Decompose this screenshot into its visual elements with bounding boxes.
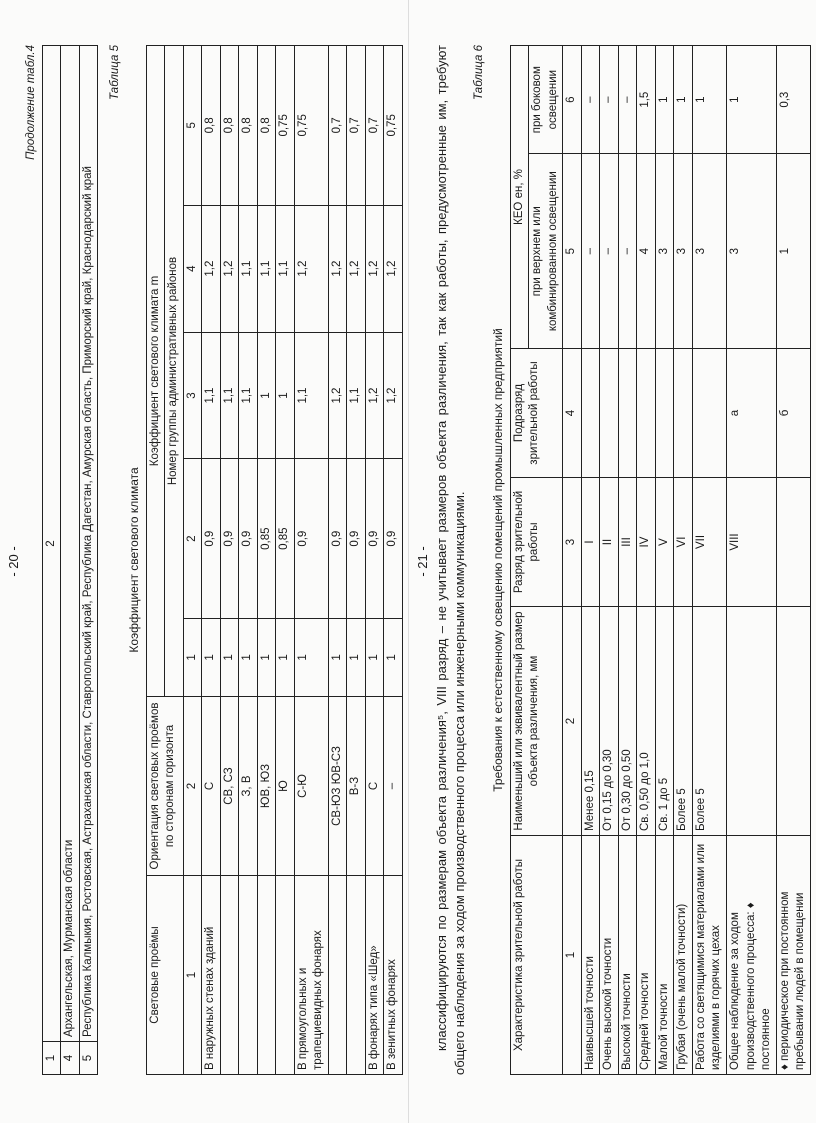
- table-cell: ♦ периодическое при постоянном пребывании людей в помещении: [776, 836, 810, 1075]
- table-cell: В-З: [347, 697, 366, 876]
- table-cell: Общее наблюдение за ходом производственного процесса: ♦ постоянное: [726, 836, 776, 1075]
- table-cell: [655, 349, 674, 478]
- table-cell: 1,2: [220, 205, 239, 332]
- table-cell: –: [600, 46, 619, 154]
- table-cell: Наивысшей точности: [581, 836, 600, 1075]
- table-cell: 0,8: [220, 46, 239, 206]
- table-cell: [239, 876, 258, 1075]
- table-cell: [220, 876, 239, 1075]
- table-cell: а: [726, 349, 776, 478]
- page-21: [408, 0, 816, 1123]
- table-cell: 0,85: [257, 459, 276, 618]
- table-cell: VIII: [726, 478, 776, 607]
- table-cell: 1,2: [328, 205, 347, 332]
- table-header-cell: 1: [42, 1042, 61, 1075]
- table-cell: В наружных стенах зданий: [202, 876, 221, 1075]
- table-cell: [776, 607, 810, 836]
- table-row: [581, 46, 600, 1075]
- table-cell: 3: [655, 154, 674, 349]
- table-cell: Республика Калмыкия, Ростовская, Астраханская области, Ставропольский край, Республика Дагестан, Амурская область, Приморский край, Краснодарский край: [79, 46, 98, 1042]
- table-cell: II: [600, 478, 619, 607]
- table-cell: –: [618, 154, 637, 349]
- table-row: [674, 46, 693, 1075]
- table-cell: 1: [183, 876, 202, 1075]
- table-cell: 1: [365, 618, 384, 696]
- table-cell: 3: [692, 154, 726, 349]
- table-header-cell: Подразряд зрительной работы: [510, 349, 563, 478]
- table-cell: 0,8: [257, 46, 276, 206]
- table-cell: 1: [257, 332, 276, 459]
- table-cell: Менее 0,15: [581, 607, 600, 836]
- table-row: [776, 46, 810, 1075]
- table-cell: [674, 349, 693, 478]
- table-cell: 0,9: [347, 459, 366, 618]
- table-row: [600, 46, 619, 1075]
- table-row: [726, 46, 776, 1075]
- table-cell: 1,1: [202, 332, 221, 459]
- table-cell: Высокой точности: [618, 836, 637, 1075]
- table-header-cell: при боковом освещении: [529, 46, 563, 154]
- table-cell: 1: [257, 618, 276, 696]
- table-cell: 0,9: [202, 459, 221, 618]
- table-cell: 0,9: [220, 459, 239, 618]
- table-5: [146, 45, 403, 1075]
- table-cell: [692, 349, 726, 478]
- table-cell: Архангельская, Мурманская области: [61, 46, 80, 1042]
- table-cell: В зенитных фонарях: [384, 876, 403, 1075]
- table-cell: 2: [563, 607, 582, 836]
- table-cell: 1,2: [347, 205, 366, 332]
- table-row: [365, 46, 384, 1075]
- table-cell: [776, 478, 810, 607]
- table-cell: Грубая (очень малой точности): [674, 836, 693, 1075]
- table-cell: Средней точности: [637, 836, 656, 1075]
- table-cell: Малой точности: [655, 836, 674, 1075]
- table-cell: Св. 1 до 5: [655, 607, 674, 836]
- table-cell: Ю: [276, 697, 295, 876]
- table-cell: 0,75: [384, 46, 403, 206]
- table-row: [384, 46, 403, 1075]
- table-header-cell: Ориентация световых проёмов по сторонам горизонта: [146, 697, 183, 876]
- table-row: [328, 46, 347, 1075]
- table-cell: –: [618, 46, 637, 154]
- table-cell: –: [600, 154, 619, 349]
- table-caption: Коэффициент светового климата: [126, 467, 141, 653]
- table-header-cell: КЕО eн, %: [510, 46, 529, 349]
- table-row: [79, 46, 98, 1075]
- table-row: [61, 46, 80, 1075]
- table-cell: [600, 349, 619, 478]
- table-cell: IV: [637, 478, 656, 607]
- page-number: - 20 -: [6, 546, 21, 577]
- table-header-cell: Разряд зрительной работы: [510, 478, 563, 607]
- table-row: [239, 46, 258, 1075]
- table-cell: СВ-ЮЗ ЮВ-СЗ: [328, 697, 347, 876]
- table-cell: 5: [563, 154, 582, 349]
- table-cell: 2: [183, 697, 202, 876]
- table-cell: [618, 349, 637, 478]
- table-header-cell: Номер группы административных районов: [165, 46, 184, 697]
- table-cell: VII: [692, 478, 726, 607]
- table-cell: 1: [328, 618, 347, 696]
- table-cell: 1: [347, 618, 366, 696]
- table-row: [692, 46, 726, 1075]
- table-cell: 0,9: [365, 459, 384, 618]
- table-group-number: 1: [183, 618, 202, 696]
- table-cell: –: [581, 154, 600, 349]
- table-cell: 1: [220, 618, 239, 696]
- table-cell: 0,7: [328, 46, 347, 206]
- table-cell: –: [581, 46, 600, 154]
- table-row: [202, 46, 221, 1075]
- table-cell: VI: [674, 478, 693, 607]
- table-cell: 1,1: [347, 332, 366, 459]
- table-row: [276, 46, 295, 1075]
- table-cell: –: [384, 697, 403, 876]
- table-row: [220, 46, 239, 1075]
- table-cell: 4: [61, 1042, 80, 1075]
- table-group-number: 4: [183, 205, 202, 332]
- table-cell: 1,1: [276, 205, 295, 332]
- table-cell: 1: [384, 618, 403, 696]
- table-cell: От 0,15 до 0,30: [600, 607, 619, 836]
- table-cell: 0,9: [328, 459, 347, 618]
- table-continuation-label: Продолжение табл.4: [25, 45, 37, 160]
- table-cell: 1: [276, 332, 295, 459]
- table-cell: Более 5: [674, 607, 693, 836]
- table-cell: 1: [655, 46, 674, 154]
- table-cell: 0,8: [202, 46, 221, 206]
- paragraph: классифицируются по размерам объекта различения⁵, VIII разряд – не учитывает размеров объекта различения, так как работы, предусмотренные им, требуют общего наблюдения за ходом производственного процесса или инженерными коммуникациями.: [434, 45, 467, 1075]
- table-cell: 4: [637, 154, 656, 349]
- table-cell: 3: [563, 478, 582, 607]
- table-cell: 1,2: [384, 205, 403, 332]
- table-cell: 1,2: [202, 205, 221, 332]
- table-cell: 0,75: [276, 46, 295, 206]
- table-cell: 1,2: [294, 205, 328, 332]
- table-row: [347, 46, 366, 1075]
- table-cell: От 0,30 до 0,50: [618, 607, 637, 836]
- table-cell: 1,2: [365, 332, 384, 459]
- table-row: [294, 46, 328, 1075]
- table-cell: 3: [726, 154, 776, 349]
- table-cell: 1: [202, 618, 221, 696]
- table-cell: 0,9: [294, 459, 328, 618]
- table-cell: [347, 876, 366, 1075]
- table-cell: [257, 876, 276, 1075]
- table-cell: 0,3: [776, 46, 810, 154]
- table-label: Таблица 5: [109, 45, 122, 100]
- table-cell: [637, 349, 656, 478]
- table-6: [510, 45, 811, 1075]
- table-cell: СВ, СЗ: [220, 697, 239, 876]
- table-cell: 1,1: [239, 205, 258, 332]
- table-cell: 1: [674, 46, 693, 154]
- table-cell: 1: [776, 154, 810, 349]
- table-cell: [581, 349, 600, 478]
- table-header-cell: при верхнем или комбинированном освещении: [529, 154, 563, 349]
- table-cell: С-Ю: [294, 697, 328, 876]
- table-header-cell: Световые проёмы: [146, 876, 183, 1075]
- table-cell: [726, 607, 776, 836]
- table-4-continuation: [42, 45, 99, 1075]
- table-cell: 3: [674, 154, 693, 349]
- table-cell: 1,2: [384, 332, 403, 459]
- table-cell: 6: [563, 46, 582, 154]
- table-cell: 0,8: [239, 46, 258, 206]
- table-label: Таблица 6: [473, 45, 486, 100]
- table-cell: 1,1: [257, 205, 276, 332]
- table-header-cell: Характеристика зрительной работы: [510, 836, 563, 1075]
- table-cell: 1: [726, 46, 776, 154]
- table-group-number: 2: [183, 459, 202, 618]
- table-header-cell: Коэффициент светового климата m: [146, 46, 165, 697]
- table-row: [637, 46, 656, 1075]
- table-cell: I: [581, 478, 600, 607]
- table-cell: 4: [563, 349, 582, 478]
- table-row: [655, 46, 674, 1075]
- table-cell: В фонарях типа «Шед»: [365, 876, 384, 1075]
- table-cell: 0,7: [347, 46, 366, 206]
- table-cell: III: [618, 478, 637, 607]
- table-cell: б: [776, 349, 810, 478]
- table-cell: [276, 876, 295, 1075]
- page-number: - 21 -: [415, 546, 430, 577]
- table-cell: 1,1: [220, 332, 239, 459]
- table-cell: 1: [563, 836, 582, 1075]
- table-cell: 1,2: [328, 332, 347, 459]
- table-header-cell: Наименьший или эквивалентный размер объекта различения, мм: [510, 607, 563, 836]
- table-group-number: 3: [183, 332, 202, 459]
- table-cell: Св. 0,50 до 1,0: [637, 607, 656, 836]
- table-cell: 0,7: [365, 46, 384, 206]
- table-cell: 1,2: [365, 205, 384, 332]
- table-cell: 0,9: [239, 459, 258, 618]
- table-cell: 1: [276, 618, 295, 696]
- table-cell: С: [202, 697, 221, 876]
- table-row: [618, 46, 637, 1075]
- table-cell: 0,9: [384, 459, 403, 618]
- table-group-number: 5: [183, 46, 202, 206]
- table-cell: С: [365, 697, 384, 876]
- table-cell: 0,75: [294, 46, 328, 206]
- table-cell: З, В: [239, 697, 258, 876]
- table-cell: В прямоугольных и трапециевидных фонарях: [294, 876, 328, 1075]
- table-row: [257, 46, 276, 1075]
- table-cell: 0,85: [276, 459, 295, 618]
- table-cell: 1,1: [294, 332, 328, 459]
- table-cell: 5: [79, 1042, 98, 1075]
- table-cell: [328, 876, 347, 1075]
- table-cell: 1: [692, 46, 726, 154]
- table-cell: 1,5: [637, 46, 656, 154]
- table-cell: V: [655, 478, 674, 607]
- table-cell: Очень высокой точности: [600, 836, 619, 1075]
- table-header-cell: 2: [42, 46, 61, 1042]
- table-cell: ЮВ, ЮЗ: [257, 697, 276, 876]
- table-caption: Требования к естественному освещению помещений промышленных предприятий: [490, 328, 505, 792]
- table-cell: Более 5: [692, 607, 726, 836]
- table-cell: Работа со светящимися материалами или изделиями в горячих цехах: [692, 836, 726, 1075]
- table-cell: 1,1: [239, 332, 258, 459]
- table-cell: 1: [294, 618, 328, 696]
- table-cell: 1: [239, 618, 258, 696]
